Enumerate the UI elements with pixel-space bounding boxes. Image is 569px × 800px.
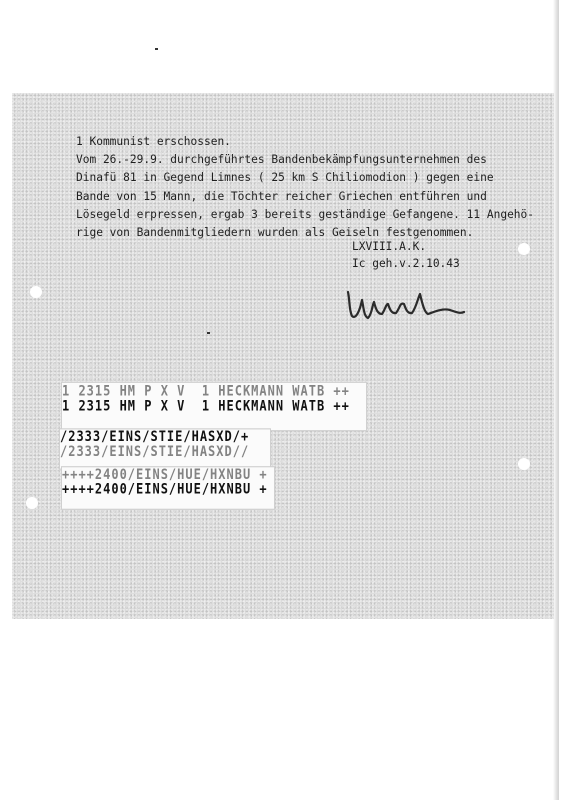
punch-hole-right-top [518,243,530,255]
punch-hole-bottom [26,497,38,509]
body-line-1: 1 Kommunist erschossen. [76,135,231,148]
telex-strip-3-line-1: ++++2400/EINS/HUE/HXNBU + [62,466,268,483]
body-line-5: Lösegeld erpressen, ergab 3 bereits geständige Gefangene. 11 Angehö- [76,207,535,221]
body-line-4: Bande von 15 Mann, die Töchter reicher Griechen entführen und [76,189,487,203]
telex-strip-1-line-1: 1 2315 HM P X V 1 HECKMANN WATB ++ [62,382,350,400]
page-mark [155,48,158,50]
telex-strip-1-line-2: 1 2315 HM P X V 1 HECKMANN WATB ++ [62,397,350,414]
reference-date: Ic geh.v.2.10.43 [352,257,460,270]
telex-strip-1 [62,383,366,430]
punch-hole-right-bottom [518,458,530,470]
reference-unit: LXVIII.A.K. [352,240,427,253]
body-line-3: Dinafü 81 in Gegend Limnes ( 25 km S Chiliomodion ) gegen eine [76,171,494,185]
telex-strip-2-line-2: /2333/EINS/STIE/HASXD// [60,443,250,460]
report-body [76,133,546,242]
body-line-6: rige von Bandenmitgliedern wurden als Geiseln festgenommen. [76,226,474,240]
telex-strip-2-line-1: /2333/EINS/STIE/HASXD/+ [60,428,250,445]
telex-strip-3 [62,467,274,508]
scan-speck [207,332,210,334]
reference-block [352,238,460,272]
telex-strip-3-line-2: ++++2400/EINS/HUE/HXNBU + [62,481,268,498]
body-line-2: Vom 26.-29.9. durchgeführtes Bandenbekämpfungsunternehmen des [76,153,487,167]
telex-strip-2 [60,429,270,468]
punch-hole-top [30,286,42,298]
handwritten-signature [338,280,468,328]
